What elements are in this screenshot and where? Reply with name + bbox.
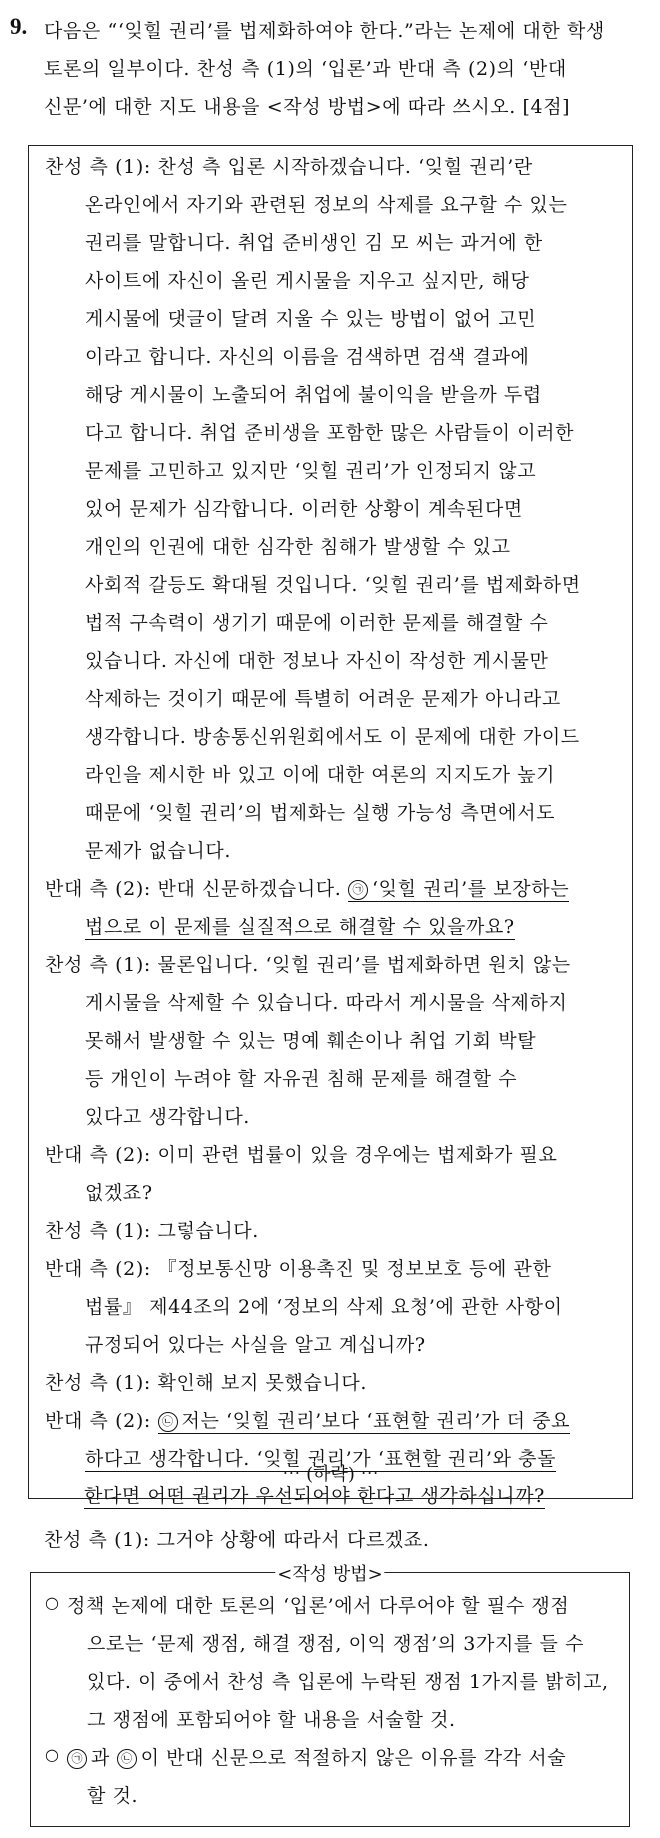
debate-line: 반대 측 (2): 이미 관련 법률이 있을 경우에는 법제화가 필요 bbox=[45, 1144, 558, 1166]
debate-line bbox=[85, 912, 515, 939]
method-text: 이 반대 신문으로 적절하지 않은 이유를 각각 서술 bbox=[140, 1747, 567, 1769]
debate-line: 법률』 제44조의 2에 ‘정보의 삭제 요청’에 관한 사항이 bbox=[85, 1296, 563, 1318]
debate-line: 있어 문제가 심각합니다. 이러한 상황이 계속된다면 bbox=[85, 498, 523, 520]
method-line: 할 것. bbox=[87, 1785, 139, 1807]
debate-line: 다고 합니다. 취업 준비생을 포함한 많은 사람들이 이러한 bbox=[85, 422, 575, 444]
debate-line: 등 개인이 누려야 할 자유권 침해 문제를 해결할 수 bbox=[85, 1068, 518, 1090]
speaker-text: 반대 측 (2): 반대 신문하겠습니다. bbox=[45, 878, 349, 900]
debate-line: 있습니다. 자신에 대한 정보나 자신이 작성한 게시물만 bbox=[85, 650, 549, 672]
debate-line: 있다고 생각합니다. bbox=[85, 1106, 250, 1128]
debate-line: 찬성 측 (1): 그렇습니다. bbox=[45, 1220, 259, 1242]
marker-nieun: ㉡ bbox=[158, 1412, 178, 1432]
debate-line: 삭제하는 것이기 때문에 특별히 어려운 문제가 아니라고 bbox=[85, 688, 561, 710]
underlined-text: 한다면 어떤 권리가 우선되어야 한다고 생각하십니까? bbox=[84, 1485, 545, 1507]
question-number: 9. bbox=[10, 14, 28, 39]
bullet-icon: ○ bbox=[45, 1593, 59, 1612]
question-line: 토론의 일부이다. 찬성 측 (1)의 ‘입론’과 반대 측 (2)의 ‘반대 bbox=[44, 58, 567, 80]
speaker-text: 반대 측 (2): bbox=[45, 1410, 158, 1432]
marker-nieun: ㉡ bbox=[117, 1749, 137, 1769]
writing-method-box bbox=[30, 1564, 630, 1827]
method-line: 있다. 이 중에서 찬성 측 입론에 누락된 쟁점 1가지를 밝히고, bbox=[87, 1671, 609, 1693]
debate-line: 개인의 인권에 대한 심각한 침해가 발생할 수 있고 bbox=[85, 536, 511, 558]
debate-line: 찬성 측 (1): 그거야 상황에 따라서 다르겠죠. bbox=[44, 1529, 430, 1551]
debate-line: 온라인에서 자기와 관련된 정보의 삭제를 요구할 수 있는 bbox=[85, 194, 568, 216]
omitted-marker: ⋯ (하략) ⋯ bbox=[282, 1464, 379, 1485]
debate-line: 때문에 ‘잊힐 권리’의 법제화는 실행 가능성 측면에서도 bbox=[85, 802, 556, 824]
method-line: 으로는 ‘문제 쟁점, 해결 쟁점, 이익 쟁점’의 3가지를 들 수 bbox=[87, 1633, 585, 1655]
debate-line: 찬성 측 (1): 물론입니다. ‘잊힐 권리’를 법제화하면 원치 않는 bbox=[45, 954, 571, 976]
debate-line: 게시물에 댓글이 달려 지울 수 있는 방법이 없어 고민 bbox=[85, 308, 537, 330]
debate-line: 찬성 측 (1): 찬성 측 입론 시작하겠습니다. ‘잊힐 권리’란 bbox=[45, 156, 533, 178]
underlined-text: 법으로 이 문제를 실질적으로 해결할 수 있을까요? bbox=[85, 916, 515, 938]
underlined-question-1 bbox=[348, 878, 569, 902]
bullet-icon: ○ bbox=[45, 1745, 59, 1764]
debate-line: 없겠죠? bbox=[85, 1182, 153, 1204]
debate-line: 생각합니다. 방송통신위원회에서도 이 문제에 대한 가이드 bbox=[85, 726, 580, 748]
debate-line bbox=[45, 874, 569, 901]
debate-line: 사이트에 자신이 올린 게시물을 지우고 싶지만, 해당 bbox=[85, 270, 530, 292]
debate-line: 이라고 합니다. 자신의 이름을 검색하면 검색 결과에 bbox=[85, 346, 530, 368]
debate-line: 게시물을 삭제할 수 있습니다. 따라서 게시물을 삭제하지 bbox=[85, 992, 568, 1014]
underlined-text: ‘잊힐 권리’를 보장하는 bbox=[372, 878, 570, 900]
debate-line: 권리를 말합니다. 취업 준비생인 김 모 씨는 과거에 한 bbox=[85, 232, 543, 254]
debate-line: 라인을 제시한 바 있고 이에 대한 여론의 지지도가 높기 bbox=[85, 764, 556, 786]
debate-line: 해당 게시물이 노출되어 취업에 불이익을 받을까 두렵 bbox=[85, 384, 542, 406]
method-line: 정책 논제에 대한 토론의 ‘입론’에서 다루어야 할 필수 쟁점 bbox=[67, 1595, 570, 1617]
debate-line: 문제가 없습니다. bbox=[85, 840, 231, 862]
debate-line: 못해서 발생할 수 있는 명예 훼손이나 취업 기회 박탈 bbox=[85, 1030, 537, 1052]
debate-line: 문제를 고민하고 있지만 ‘잊힐 권리’가 인정되지 않고 bbox=[85, 460, 537, 482]
debate-transcript-box bbox=[28, 145, 633, 1499]
method-line: 그 쟁점에 포함되어야 할 내용을 서술할 것. bbox=[87, 1709, 456, 1731]
debate-line bbox=[45, 1406, 570, 1433]
debate-line: 법적 구속력이 생기기 때문에 이러한 문제를 해결할 수 bbox=[85, 612, 549, 634]
debate-line: 규정되어 있다는 사실을 알고 계십니까? bbox=[85, 1334, 426, 1356]
question-line: 신문’에 대한 지도 내용을 <작성 방법>에 따라 쓰시오. [4점] bbox=[44, 96, 571, 118]
underlined-question-2 bbox=[158, 1410, 571, 1434]
underlined-text: 저는 ‘잊힐 권리’보다 ‘표현할 권리’가 더 중요 bbox=[181, 1410, 571, 1432]
debate-line: 반대 측 (2): 『정보통신망 이용촉진 및 정보보호 등에 관한 bbox=[45, 1258, 552, 1280]
underlined-text: 하다고 생각합니다. ‘잊힐 권리’가 ‘표현할 권리’와 충돌 bbox=[85, 1448, 557, 1470]
marker-giyeok: ㉠ bbox=[348, 880, 368, 900]
debate-line: 사회적 갈등도 확대될 것입니다. ‘잊힐 권리’를 법제화하면 bbox=[85, 574, 581, 596]
question-line: 다음은 “‘잊힐 권리’를 법제화하여야 한다.”라는 논제에 대한 학생 bbox=[44, 20, 605, 42]
method-title: <작성 방법> bbox=[275, 1560, 384, 1586]
method-line bbox=[67, 1743, 566, 1770]
debate-line: 찬성 측 (1): 확인해 보지 못했습니다. bbox=[45, 1372, 367, 1394]
marker-giyeok: ㉠ bbox=[67, 1749, 87, 1769]
method-text: 과 bbox=[91, 1747, 117, 1769]
